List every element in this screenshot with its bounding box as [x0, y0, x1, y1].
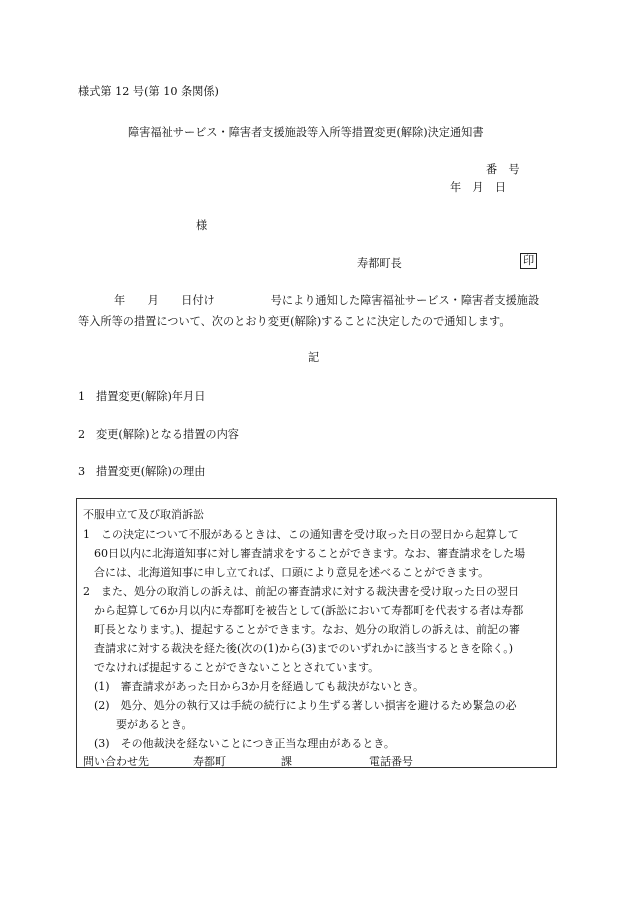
contact-line: 問い合わせ先 寿都町 課 電話番号 — [83, 755, 413, 768]
appeal-line: から起算して6か月以内に寿都町を被告として(訴訟において寿都町を代表する者は寿都 — [83, 604, 524, 617]
appeal-line: 町長となります。)、提起することができます。なお、処分の取消しの訴えは、前記の審 — [83, 623, 521, 636]
appeal-line: (3) その他裁決を経ないことにつき正当な理由があるとき。 — [83, 737, 395, 750]
document-title: 障害福祉サービス・障害者支援施設等入所等措置変更(解除)決定通知書 — [128, 126, 484, 139]
appeal-line: でなければ提起することができないこととされています。 — [83, 661, 380, 674]
list-item — [78, 463, 205, 479]
document-date: 年 月 日 — [450, 181, 506, 194]
body-text-line-1: 年 月 日付け 号により通知した障害福祉サービス・障害者支援施設 — [114, 294, 540, 307]
appeal-line: (1) 審査請求があった日から3か月を経過しても裁決がないとき。 — [83, 680, 425, 693]
appeal-line: 要があるとき。 — [83, 718, 193, 731]
seal-box: 印 — [520, 253, 537, 269]
list-item — [78, 388, 205, 404]
item-number: 1 — [78, 390, 86, 403]
appeal-line: 合には、北海道知事に申し立てれば、口頭により意見を述べることができます。 — [83, 566, 490, 579]
appeal-line: 60日以内に北海道知事に対し審査請求をすることができます。なお、審査請求をした場 — [83, 547, 526, 560]
list-item — [78, 426, 239, 442]
appeal-notice-box — [76, 498, 557, 768]
body-text-line-2: 等入所等の措置について、次のとおり変更(解除)することに決定したので通知します。 — [78, 315, 511, 328]
appeal-line: 査請求に対する裁決を経た後(次の(1)から(3)までのいずれかに該当するときを除く。) — [83, 642, 514, 655]
appeal-heading: 不服申立て及び取消訴訟 — [83, 508, 204, 521]
appeal-line: (2) 処分、処分の執行又は手続の続行により生ずる著しい損害を避けるため緊急の必 — [83, 699, 517, 712]
appeal-line: 1 この決定について不服があるときは、この通知書を受け取った日の翌日から起算して — [83, 528, 519, 541]
sender-name: 寿都町長 — [357, 257, 402, 270]
item-text: 措置変更(解除)年月日 — [96, 390, 206, 403]
item-number: 2 — [78, 428, 86, 441]
ki-marker: 記 — [308, 351, 320, 364]
document-number: 番 号 — [486, 163, 520, 176]
appeal-line: 2 また、処分の取消しの訴えは、前記の審査請求に対する裁決書を受け取った日の翌日 — [83, 585, 519, 598]
form-number: 様式第 12 号(第 10 条関係) — [78, 85, 219, 98]
item-text: 措置変更(解除)の理由 — [96, 465, 206, 478]
recipient-honorific: 様 — [196, 219, 208, 232]
item-text: 変更(解除)となる措置の内容 — [96, 428, 239, 441]
item-number: 3 — [78, 465, 86, 478]
